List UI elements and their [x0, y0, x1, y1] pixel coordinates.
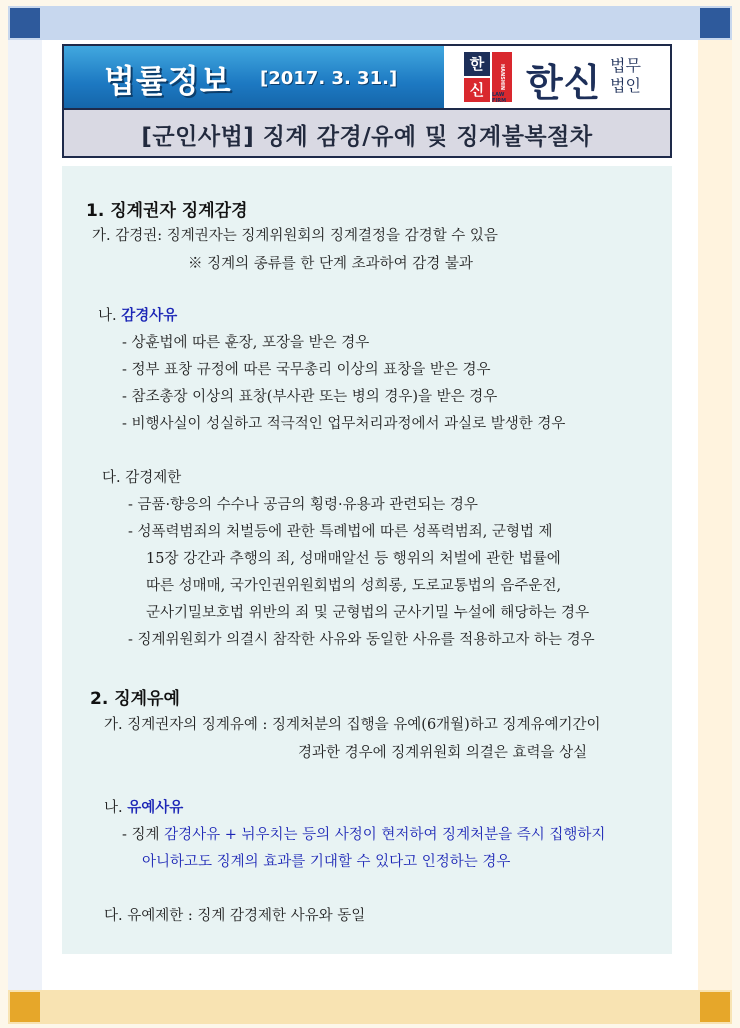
section1-na-title: 감경사유 — [121, 308, 178, 324]
frame-left-bar — [8, 40, 42, 990]
article-subtitle: [군인사법] 징계 감경/유예 및 징계불복절차 — [141, 124, 593, 150]
logo-sub — [610, 56, 650, 96]
frame-right-bar — [698, 40, 732, 990]
section2-na-prefix: 나. — [104, 800, 123, 816]
newsletter-date: [2017. 3. 31.] — [260, 68, 398, 89]
firm-logo — [444, 46, 670, 108]
subtitle-band — [64, 108, 670, 156]
list-item: - 상훈법에 따른 훈장, 포장을 받은 경우 — [122, 335, 370, 351]
list-item: - 정부 표창 규정에 따른 국무총리 이상의 표창을 받은 경우 — [122, 362, 491, 378]
section2-na-item-prefix: - 징계 — [122, 827, 160, 843]
logo-sub-line1: 법무 — [610, 56, 641, 75]
list-item: - 금품·향응의 수수나 공금의 횡령·유용과 관련되는 경우 — [128, 497, 478, 513]
section2-da: 다. 유예제한 : 징계 감경제한 사유와 동일 — [104, 908, 366, 924]
section1-da-title: 다. 감경제한 — [102, 470, 182, 486]
section2-ga-line1: 가. 징계권자의 징계유예 : 징계처분의 집행을 유예(6개월)하고 징계유예기간이 — [104, 717, 601, 733]
logo-mark — [464, 52, 518, 102]
list-item: - 징계위원회가 의결시 참작한 사유와 동일한 사유를 적용하고자 하는 경우 — [128, 632, 595, 648]
section1-ga-note: ※ 징계의 종류를 한 단계 초과하여 감경 불과 — [188, 256, 473, 272]
list-item: - 성폭력범죄의 처벌등에 관한 특례법에 따른 성폭력범죄, 군형법 제 — [128, 524, 553, 540]
logo-name: 한신 — [526, 61, 602, 105]
list-item: - 비행사실이 성실하고 적극적인 업무처리과정에서 과실로 발생한 경우 — [122, 416, 566, 432]
frame-top-bar — [8, 6, 732, 40]
corner-bottom-right — [700, 992, 730, 1022]
section1-na — [98, 304, 177, 325]
section1-ga: 가. 감경권: 징계권자는 징계위원회의 징계결정을 감경할 수 있음 — [92, 228, 498, 244]
frame-bottom-bar — [8, 990, 732, 1024]
section2-heading: 2. 징계유예 — [90, 689, 180, 709]
corner-top-right — [700, 8, 730, 38]
logo-mark-top: 한 — [464, 52, 490, 76]
logo-mark-bottom: 신 — [464, 78, 490, 102]
section2-na-title: 유예사유 — [127, 800, 184, 816]
section2-ga-line2: 경과한 경우에 징계위원회 의결은 효력을 상실 — [298, 745, 588, 761]
section2-na-item-text: 감경사유 + 뉘우치는 등의 사정이 현저하여 징계처분을 즉시 집행하지 — [164, 827, 606, 843]
list-item-continuation: 아니하고도 징계의 효과를 기대할 수 있다고 인정하는 경우 — [142, 854, 511, 870]
logo-mark-lawfirm: LAW FIRM — [492, 92, 507, 104]
list-item-continuation: 15장 강간과 추행의 죄, 성매매알선 등 행위의 처벌에 관한 법률에 — [146, 551, 561, 567]
list-item — [122, 823, 605, 844]
content-box — [62, 166, 672, 954]
newsletter-header — [62, 44, 672, 158]
newsletter-title: 법률정보 — [104, 62, 232, 100]
logo-sub-line2: 법인 — [610, 76, 641, 95]
list-item-continuation: 군사기밀보호법 위반의 죄 및 군형법의 군사기밀 누설에 해당하는 경우 — [146, 605, 590, 621]
list-item: - 참조총장 이상의 표창(부사관 또는 병의 경우)을 받은 경우 — [122, 389, 498, 405]
list-item-continuation: 따른 성매매, 국가인권위원회법의 성희롱, 도로교통법의 음주운전, — [146, 578, 562, 594]
corner-bottom-left — [10, 992, 40, 1022]
logo-mark-vertical-text: HANSHIN — [492, 52, 512, 102]
corner-top-left — [10, 8, 40, 38]
section1-heading: 1. 징계권자 징계감경 — [86, 201, 248, 221]
section2-na — [104, 796, 183, 817]
title-band — [64, 46, 444, 108]
section1-na-prefix: 나. — [98, 308, 117, 324]
